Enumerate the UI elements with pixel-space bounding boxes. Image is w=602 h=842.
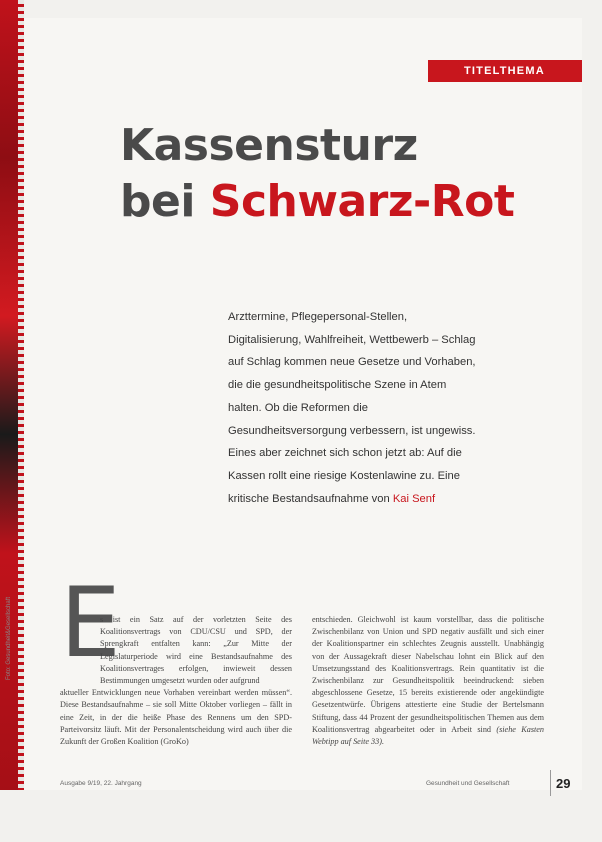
footer-divider xyxy=(550,770,551,796)
body-right-text: entschieden. Gleichwohl ist kaum vorstellbar, dass die politische Zwischenbilanz von Union und SPD negativ ausfällt und sich einer der Koalitionspartner ein schlechtes Zeugnis ausstellt. Unabhängig von der Aussagekraft dieser Nabelschau lohnt ein Blick auf den Umsetzungsstand des Koalitionsvertrags. Rein quantitativ ist die Zwischenbilanz zur Gesundheitspolitik beeindruckend: sieben abgeschlossene Gesetze, 15 bereits existierende oder angekündigte Gesetzentwürfe. Übrigens attestierte eine Studie der Bertelsmann Stiftung, dass 44 Prozent der gesundheitspolitischen Themen aus dem Koalitionsvertrag abgearbeitet oder in Arbeit sind xyxy=(312,615,544,734)
headline-line2-red: Schwarz-Rot xyxy=(209,176,515,227)
lead-text: Arzttermine, Pflegepersonal-Stellen, Digitalisierung, Wahlfreiheit, Wettbewerb – Schlag auf Schlag kommen neue Gesetze und Vorhaben, die die gesundheitspolitische Szene in Atem halten. Ob die Reformen die Gesundheitsversorgung verbessern, ist ungewiss. Eines aber zeichnet sich schon jetzt ab: Auf die Kassen rollt eine riesige Kostenlawine zu. Eine kritische Bestandsaufnahme von xyxy=(228,311,476,505)
headline-line1: Kassensturz xyxy=(120,120,418,171)
body-column-left xyxy=(60,614,292,748)
body-right-link: (siehe Kasten Webtipp auf Seite 33). xyxy=(312,724,545,747)
body-left-rest: aktueller Entwicklungen neue Vorhaben vereinbart werden müssen“. Diese Bestandsaufnahme – sie soll Mitte Oktober vorliegen – fällt in eine Zeit, in der die heiße Phase des Rennens um den SPD-Parteivorsitz läuft. Mit der Personalentscheidung wird auch über die Zukunft der Großen Koalition (GroKo) xyxy=(60,688,292,747)
page-number: 29 xyxy=(556,776,571,791)
headline xyxy=(120,118,514,230)
lead-paragraph xyxy=(228,306,478,510)
drop-cap: E xyxy=(60,567,121,679)
headline-line2-grey: bei xyxy=(120,176,195,227)
footer-issue: Ausgabe 9/19, 22. Jahrgang xyxy=(60,780,142,787)
magazine-page xyxy=(24,18,582,790)
body-left-intro: s ist ein Satz auf der vorletzten Seite des Koalitionsvertrags von CDU/CSU und SPD, der Sprengkraft entfalten kann: „Zur Mitte der Legislaturperiode wird eine Bestandsaufnahme des Koalitionsvertrages erfolgen, inwieweit dessen Bestimmungen umgesetzt wurden oder aufgrund xyxy=(100,615,292,686)
headline-line2 xyxy=(120,174,514,230)
photo-credit: Foto: Gesundheit&Gesellschaft xyxy=(6,596,12,680)
footer-magazine-name: Gesundheit und Gesellschaft xyxy=(426,780,510,787)
body-column-right xyxy=(312,614,544,748)
section-tag: TITELTHEMA xyxy=(428,60,582,82)
author-name: Kai Senf xyxy=(392,492,436,505)
